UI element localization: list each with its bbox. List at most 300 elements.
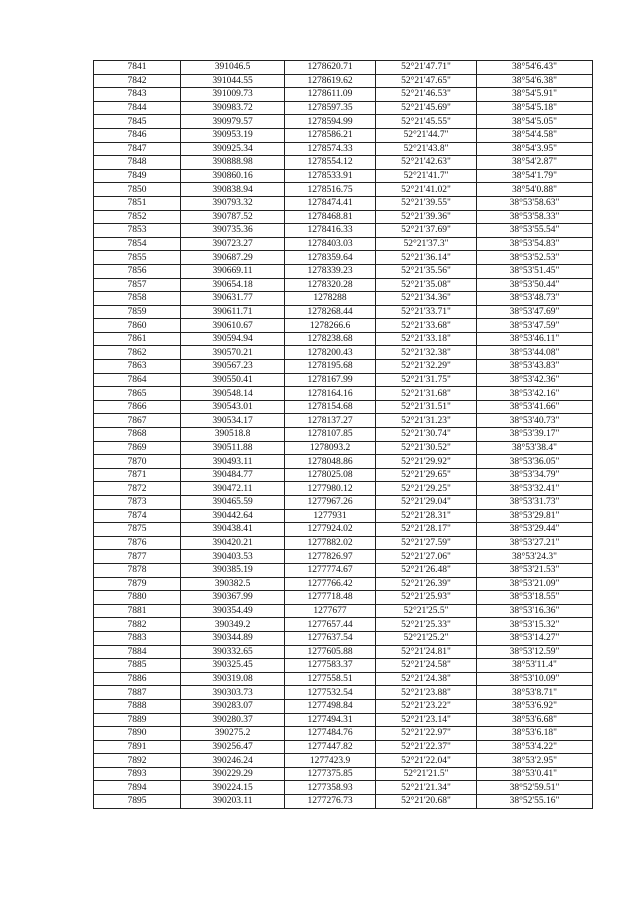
x-coordinate-cell: 390687.29	[181, 251, 285, 265]
y-coordinate-cell: 1277826.97	[285, 550, 376, 564]
table-row	[94, 536, 593, 550]
y-coordinate-cell: 1278288	[285, 292, 376, 306]
y-coordinate-cell: 1278266.6	[285, 319, 376, 333]
longitude-cell: 38°53'31.73"	[477, 496, 593, 510]
x-coordinate-cell: 390611.71	[181, 305, 285, 319]
latitude-cell: 52°21'43.8"	[376, 142, 477, 156]
latitude-cell: 52°21'25.93"	[376, 591, 477, 605]
x-coordinate-cell: 390979.57	[181, 115, 285, 129]
longitude-cell: 38°53'47.69"	[477, 305, 593, 319]
table-row	[94, 128, 593, 142]
longitude-cell: 38°53'12.59"	[477, 645, 593, 659]
latitude-cell: 52°21'47.65"	[376, 74, 477, 88]
y-coordinate-cell: 1278620.71	[285, 61, 376, 75]
table-row	[94, 713, 593, 727]
table-row	[94, 740, 593, 754]
y-coordinate-cell: 1278597.35	[285, 101, 376, 115]
x-coordinate-cell: 390319.08	[181, 672, 285, 686]
longitude-cell: 38°53'32.41"	[477, 482, 593, 496]
longitude-cell: 38°54'5.05"	[477, 115, 593, 129]
table-row	[94, 264, 593, 278]
point-number-cell: 7859	[94, 305, 181, 319]
table-row	[94, 686, 593, 700]
point-number-cell: 7879	[94, 577, 181, 591]
y-coordinate-cell: 1277605.88	[285, 645, 376, 659]
coordinates-table-body	[94, 61, 593, 809]
y-coordinate-cell: 1278320.28	[285, 278, 376, 292]
x-coordinate-cell: 390518.8	[181, 428, 285, 442]
point-number-cell: 7882	[94, 618, 181, 632]
point-number-cell: 7884	[94, 645, 181, 659]
latitude-cell: 52°21'36.14"	[376, 251, 477, 265]
table-row	[94, 88, 593, 102]
table-row	[94, 631, 593, 645]
latitude-cell: 52°21'35.56"	[376, 264, 477, 278]
table-row	[94, 604, 593, 618]
y-coordinate-cell: 1278619.62	[285, 74, 376, 88]
longitude-cell: 38°53'27.21"	[477, 536, 593, 550]
latitude-cell: 52°21'25.33"	[376, 618, 477, 632]
latitude-cell: 52°21'21.34"	[376, 781, 477, 795]
latitude-cell: 52°21'45.69"	[376, 101, 477, 115]
point-number-cell: 7860	[94, 319, 181, 333]
y-coordinate-cell: 1278586.21	[285, 128, 376, 142]
y-coordinate-cell: 1277766.42	[285, 577, 376, 591]
x-coordinate-cell: 391009.73	[181, 88, 285, 102]
x-coordinate-cell: 390344.89	[181, 631, 285, 645]
latitude-cell: 52°21'32.29"	[376, 360, 477, 374]
point-number-cell: 7886	[94, 672, 181, 686]
point-number-cell: 7853	[94, 224, 181, 238]
x-coordinate-cell: 390838.94	[181, 183, 285, 197]
point-number-cell: 7845	[94, 115, 181, 129]
y-coordinate-cell: 1278195.68	[285, 360, 376, 374]
latitude-cell: 52°21'24.81"	[376, 645, 477, 659]
point-number-cell: 7895	[94, 795, 181, 809]
x-coordinate-cell: 390442.64	[181, 509, 285, 523]
table-row	[94, 577, 593, 591]
y-coordinate-cell: 1278137.27	[285, 414, 376, 428]
longitude-cell: 38°53'6.92"	[477, 699, 593, 713]
longitude-cell: 38°53'15.32"	[477, 618, 593, 632]
point-number-cell: 7850	[94, 183, 181, 197]
x-coordinate-cell: 390735.36	[181, 224, 285, 238]
x-coordinate-cell: 390332.65	[181, 645, 285, 659]
y-coordinate-cell: 1278339.23	[285, 264, 376, 278]
x-coordinate-cell: 390631.77	[181, 292, 285, 306]
x-coordinate-cell: 390567.23	[181, 360, 285, 374]
table-row	[94, 210, 593, 224]
point-number-cell: 7891	[94, 740, 181, 754]
point-number-cell: 7855	[94, 251, 181, 265]
y-coordinate-cell: 1278107.85	[285, 428, 376, 442]
y-coordinate-cell: 1278048.86	[285, 455, 376, 469]
longitude-cell: 38°53'0.41"	[477, 767, 593, 781]
longitude-cell: 38°53'16.36"	[477, 604, 593, 618]
point-number-cell: 7885	[94, 659, 181, 673]
longitude-cell: 38°53'43.83"	[477, 360, 593, 374]
point-number-cell: 7883	[94, 631, 181, 645]
point-number-cell: 7867	[94, 414, 181, 428]
y-coordinate-cell: 1278594.99	[285, 115, 376, 129]
y-coordinate-cell: 1278516.75	[285, 183, 376, 197]
point-number-cell: 7866	[94, 400, 181, 414]
x-coordinate-cell: 390472.11	[181, 482, 285, 496]
table-row	[94, 224, 593, 238]
longitude-cell: 38°53'11.4"	[477, 659, 593, 673]
longitude-cell: 38°54'6.38"	[477, 74, 593, 88]
point-number-cell: 7870	[94, 455, 181, 469]
table-row	[94, 482, 593, 496]
y-coordinate-cell: 1277276.73	[285, 795, 376, 809]
table-row	[94, 61, 593, 75]
x-coordinate-cell: 390787.52	[181, 210, 285, 224]
latitude-cell: 52°21'31.51"	[376, 400, 477, 414]
y-coordinate-cell: 1278167.99	[285, 373, 376, 387]
x-coordinate-cell: 390654.18	[181, 278, 285, 292]
table-row	[94, 292, 593, 306]
longitude-cell: 38°53'21.53"	[477, 563, 593, 577]
latitude-cell: 52°21'47.71"	[376, 61, 477, 75]
longitude-cell: 38°53'47.59"	[477, 319, 593, 333]
latitude-cell: 52°21'34.36"	[376, 292, 477, 306]
table-row	[94, 278, 593, 292]
table-row	[94, 672, 593, 686]
table-row	[94, 373, 593, 387]
table-row	[94, 237, 593, 251]
point-number-cell: 7878	[94, 563, 181, 577]
longitude-cell: 38°53'36.05"	[477, 455, 593, 469]
x-coordinate-cell: 390610.67	[181, 319, 285, 333]
y-coordinate-cell: 1278268.44	[285, 305, 376, 319]
table-row	[94, 156, 593, 170]
y-coordinate-cell: 1277498.84	[285, 699, 376, 713]
table-row	[94, 360, 593, 374]
table-row	[94, 727, 593, 741]
x-coordinate-cell: 390280.37	[181, 713, 285, 727]
point-number-cell: 7857	[94, 278, 181, 292]
y-coordinate-cell: 1278574.33	[285, 142, 376, 156]
y-coordinate-cell: 1277375.85	[285, 767, 376, 781]
point-number-cell: 7888	[94, 699, 181, 713]
point-number-cell: 7889	[94, 713, 181, 727]
y-coordinate-cell: 1277657.44	[285, 618, 376, 632]
latitude-cell: 52°21'45.55"	[376, 115, 477, 129]
y-coordinate-cell: 1277558.51	[285, 672, 376, 686]
longitude-cell: 38°53'2.95"	[477, 754, 593, 768]
point-number-cell: 7877	[94, 550, 181, 564]
point-number-cell: 7844	[94, 101, 181, 115]
latitude-cell: 52°21'44.7"	[376, 128, 477, 142]
point-number-cell: 7852	[94, 210, 181, 224]
x-coordinate-cell: 391044.55	[181, 74, 285, 88]
point-number-cell: 7875	[94, 523, 181, 537]
table-row	[94, 428, 593, 442]
x-coordinate-cell: 390550.41	[181, 373, 285, 387]
point-number-cell: 7892	[94, 754, 181, 768]
latitude-cell: 52°21'31.75"	[376, 373, 477, 387]
longitude-cell: 38°53'39.17"	[477, 428, 593, 442]
latitude-cell: 52°21'33.18"	[376, 332, 477, 346]
latitude-cell: 52°21'42.63"	[376, 156, 477, 170]
longitude-cell: 38°53'4.22"	[477, 740, 593, 754]
longitude-cell: 38°54'1.79"	[477, 169, 593, 183]
latitude-cell: 52°21'37.69"	[376, 224, 477, 238]
y-coordinate-cell: 1278238.68	[285, 332, 376, 346]
point-number-cell: 7843	[94, 88, 181, 102]
x-coordinate-cell: 390420.21	[181, 536, 285, 550]
x-coordinate-cell: 390543.01	[181, 400, 285, 414]
table-row	[94, 346, 593, 360]
table-row	[94, 754, 593, 768]
latitude-cell: 52°21'22.97"	[376, 727, 477, 741]
longitude-cell: 38°53'10.09"	[477, 672, 593, 686]
y-coordinate-cell: 1278474.41	[285, 196, 376, 210]
point-number-cell: 7854	[94, 237, 181, 251]
table-row	[94, 387, 593, 401]
latitude-cell: 52°21'32.38"	[376, 346, 477, 360]
y-coordinate-cell: 1277924.02	[285, 523, 376, 537]
table-row	[94, 319, 593, 333]
latitude-cell: 52°21'22.37"	[376, 740, 477, 754]
longitude-cell: 38°53'54.83"	[477, 237, 593, 251]
y-coordinate-cell: 1277358.93	[285, 781, 376, 795]
latitude-cell: 52°21'21.5"	[376, 767, 477, 781]
y-coordinate-cell: 1277882.02	[285, 536, 376, 550]
latitude-cell: 52°21'46.53"	[376, 88, 477, 102]
x-coordinate-cell: 391046.5	[181, 61, 285, 75]
table-row	[94, 115, 593, 129]
latitude-cell: 52°21'28.17"	[376, 523, 477, 537]
longitude-cell: 38°52'55.16"	[477, 795, 593, 809]
y-coordinate-cell: 1278093.2	[285, 441, 376, 455]
y-coordinate-cell: 1278025.08	[285, 468, 376, 482]
x-coordinate-cell: 390594.94	[181, 332, 285, 346]
point-number-cell: 7865	[94, 387, 181, 401]
point-number-cell: 7894	[94, 781, 181, 795]
x-coordinate-cell: 390367.99	[181, 591, 285, 605]
latitude-cell: 52°21'27.59"	[376, 536, 477, 550]
latitude-cell: 52°21'30.52"	[376, 441, 477, 455]
y-coordinate-cell: 1278554.12	[285, 156, 376, 170]
latitude-cell: 52°21'35.08"	[376, 278, 477, 292]
y-coordinate-cell: 1277931	[285, 509, 376, 523]
x-coordinate-cell: 390493.11	[181, 455, 285, 469]
point-number-cell: 7893	[94, 767, 181, 781]
longitude-cell: 38°53'40.73"	[477, 414, 593, 428]
latitude-cell: 52°21'33.68"	[376, 319, 477, 333]
latitude-cell: 52°21'25.5"	[376, 604, 477, 618]
y-coordinate-cell: 1278611.09	[285, 88, 376, 102]
latitude-cell: 52°21'20.68"	[376, 795, 477, 809]
latitude-cell: 52°21'23.22"	[376, 699, 477, 713]
coordinates-table	[93, 60, 593, 809]
table-row	[94, 332, 593, 346]
table-row	[94, 251, 593, 265]
x-coordinate-cell: 390888.98	[181, 156, 285, 170]
x-coordinate-cell: 390382.5	[181, 577, 285, 591]
longitude-cell: 38°54'3.95"	[477, 142, 593, 156]
point-number-cell: 7856	[94, 264, 181, 278]
latitude-cell: 52°21'26.39"	[376, 577, 477, 591]
latitude-cell: 52°21'26.48"	[376, 563, 477, 577]
latitude-cell: 52°21'29.65"	[376, 468, 477, 482]
y-coordinate-cell: 1278403.03	[285, 237, 376, 251]
y-coordinate-cell: 1277718.48	[285, 591, 376, 605]
latitude-cell: 52°21'29.92"	[376, 455, 477, 469]
latitude-cell: 52°21'41.7"	[376, 169, 477, 183]
y-coordinate-cell: 1278200.43	[285, 346, 376, 360]
y-coordinate-cell: 1278359.64	[285, 251, 376, 265]
latitude-cell: 52°21'37.3"	[376, 237, 477, 251]
longitude-cell: 38°53'42.16"	[477, 387, 593, 401]
table-row	[94, 305, 593, 319]
longitude-cell: 38°53'58.33"	[477, 210, 593, 224]
x-coordinate-cell: 390385.19	[181, 563, 285, 577]
longitude-cell: 38°53'58.63"	[477, 196, 593, 210]
table-row	[94, 795, 593, 809]
longitude-cell: 38°53'34.79"	[477, 468, 593, 482]
latitude-cell: 52°21'31.23"	[376, 414, 477, 428]
longitude-cell: 38°52'59.51"	[477, 781, 593, 795]
point-number-cell: 7847	[94, 142, 181, 156]
x-coordinate-cell: 390246.24	[181, 754, 285, 768]
point-number-cell: 7876	[94, 536, 181, 550]
point-number-cell: 7871	[94, 468, 181, 482]
latitude-cell: 52°21'28.31"	[376, 509, 477, 523]
x-coordinate-cell: 390723.27	[181, 237, 285, 251]
y-coordinate-cell: 1277967.26	[285, 496, 376, 510]
latitude-cell: 52°21'22.04"	[376, 754, 477, 768]
y-coordinate-cell: 1277637.54	[285, 631, 376, 645]
table-row	[94, 441, 593, 455]
longitude-cell: 38°54'2.87"	[477, 156, 593, 170]
x-coordinate-cell: 390925.34	[181, 142, 285, 156]
longitude-cell: 38°53'48.73"	[477, 292, 593, 306]
table-row	[94, 74, 593, 88]
table-row	[94, 496, 593, 510]
point-number-cell: 7842	[94, 74, 181, 88]
latitude-cell: 52°21'30.74"	[376, 428, 477, 442]
y-coordinate-cell: 1278533.91	[285, 169, 376, 183]
longitude-cell: 38°53'51.45"	[477, 264, 593, 278]
longitude-cell: 38°53'46.11"	[477, 332, 593, 346]
point-number-cell: 7841	[94, 61, 181, 75]
x-coordinate-cell: 390511.88	[181, 441, 285, 455]
y-coordinate-cell: 1278154.68	[285, 400, 376, 414]
point-number-cell: 7868	[94, 428, 181, 442]
table-row	[94, 767, 593, 781]
point-number-cell: 7863	[94, 360, 181, 374]
latitude-cell: 52°21'41.02"	[376, 183, 477, 197]
x-coordinate-cell: 390354.49	[181, 604, 285, 618]
x-coordinate-cell: 390325.45	[181, 659, 285, 673]
point-number-cell: 7890	[94, 727, 181, 741]
x-coordinate-cell: 390983.72	[181, 101, 285, 115]
latitude-cell: 52°21'24.58"	[376, 659, 477, 673]
point-number-cell: 7862	[94, 346, 181, 360]
longitude-cell: 38°53'42.36"	[477, 373, 593, 387]
x-coordinate-cell: 390256.47	[181, 740, 285, 754]
x-coordinate-cell: 390403.53	[181, 550, 285, 564]
x-coordinate-cell: 390484.77	[181, 468, 285, 482]
latitude-cell: 52°21'33.71"	[376, 305, 477, 319]
x-coordinate-cell: 390283.07	[181, 699, 285, 713]
longitude-cell: 38°53'41.66"	[477, 400, 593, 414]
x-coordinate-cell: 390438.41	[181, 523, 285, 537]
point-number-cell: 7872	[94, 482, 181, 496]
point-number-cell: 7864	[94, 373, 181, 387]
longitude-cell: 38°53'6.18"	[477, 727, 593, 741]
x-coordinate-cell: 390224.15	[181, 781, 285, 795]
x-coordinate-cell: 390275.2	[181, 727, 285, 741]
longitude-cell: 38°53'14.27"	[477, 631, 593, 645]
longitude-cell: 38°53'24.3"	[477, 550, 593, 564]
longitude-cell: 38°53'29.81"	[477, 509, 593, 523]
point-number-cell: 7869	[94, 441, 181, 455]
point-number-cell: 7887	[94, 686, 181, 700]
longitude-cell: 38°54'6.43"	[477, 61, 593, 75]
y-coordinate-cell: 1278416.33	[285, 224, 376, 238]
y-coordinate-cell: 1277423.9	[285, 754, 376, 768]
x-coordinate-cell: 390465.59	[181, 496, 285, 510]
longitude-cell: 38°53'8.71"	[477, 686, 593, 700]
x-coordinate-cell: 390229.29	[181, 767, 285, 781]
longitude-cell: 38°53'50.44"	[477, 278, 593, 292]
y-coordinate-cell: 1277583.37	[285, 659, 376, 673]
latitude-cell: 52°21'31.68"	[376, 387, 477, 401]
latitude-cell: 52°21'25.2"	[376, 631, 477, 645]
table-row	[94, 509, 593, 523]
latitude-cell: 52°21'27.06"	[376, 550, 477, 564]
table-row	[94, 563, 593, 577]
x-coordinate-cell: 390793.32	[181, 196, 285, 210]
y-coordinate-cell: 1277447.82	[285, 740, 376, 754]
table-row	[94, 400, 593, 414]
x-coordinate-cell: 390953.19	[181, 128, 285, 142]
point-number-cell: 7874	[94, 509, 181, 523]
longitude-cell: 38°54'0.88"	[477, 183, 593, 197]
longitude-cell: 38°53'52.53"	[477, 251, 593, 265]
longitude-cell: 38°54'4.58"	[477, 128, 593, 142]
y-coordinate-cell: 1278468.81	[285, 210, 376, 224]
x-coordinate-cell: 390203.11	[181, 795, 285, 809]
x-coordinate-cell: 390669.11	[181, 264, 285, 278]
table-row	[94, 659, 593, 673]
table-row	[94, 169, 593, 183]
longitude-cell: 38°53'44.08"	[477, 346, 593, 360]
point-number-cell: 7861	[94, 332, 181, 346]
longitude-cell: 38°54'5.18"	[477, 101, 593, 115]
y-coordinate-cell: 1277980.12	[285, 482, 376, 496]
table-row	[94, 142, 593, 156]
longitude-cell: 38°53'29.44"	[477, 523, 593, 537]
x-coordinate-cell: 390570.21	[181, 346, 285, 360]
latitude-cell: 52°21'29.25"	[376, 482, 477, 496]
y-coordinate-cell: 1278164.16	[285, 387, 376, 401]
longitude-cell: 38°53'18.55"	[477, 591, 593, 605]
longitude-cell: 38°53'21.09"	[477, 577, 593, 591]
table-row	[94, 699, 593, 713]
point-number-cell: 7848	[94, 156, 181, 170]
x-coordinate-cell: 390534.17	[181, 414, 285, 428]
y-coordinate-cell: 1277484.76	[285, 727, 376, 741]
point-number-cell: 7849	[94, 169, 181, 183]
longitude-cell: 38°54'5.91"	[477, 88, 593, 102]
y-coordinate-cell: 1277677	[285, 604, 376, 618]
latitude-cell: 52°21'39.36"	[376, 210, 477, 224]
table-row	[94, 414, 593, 428]
